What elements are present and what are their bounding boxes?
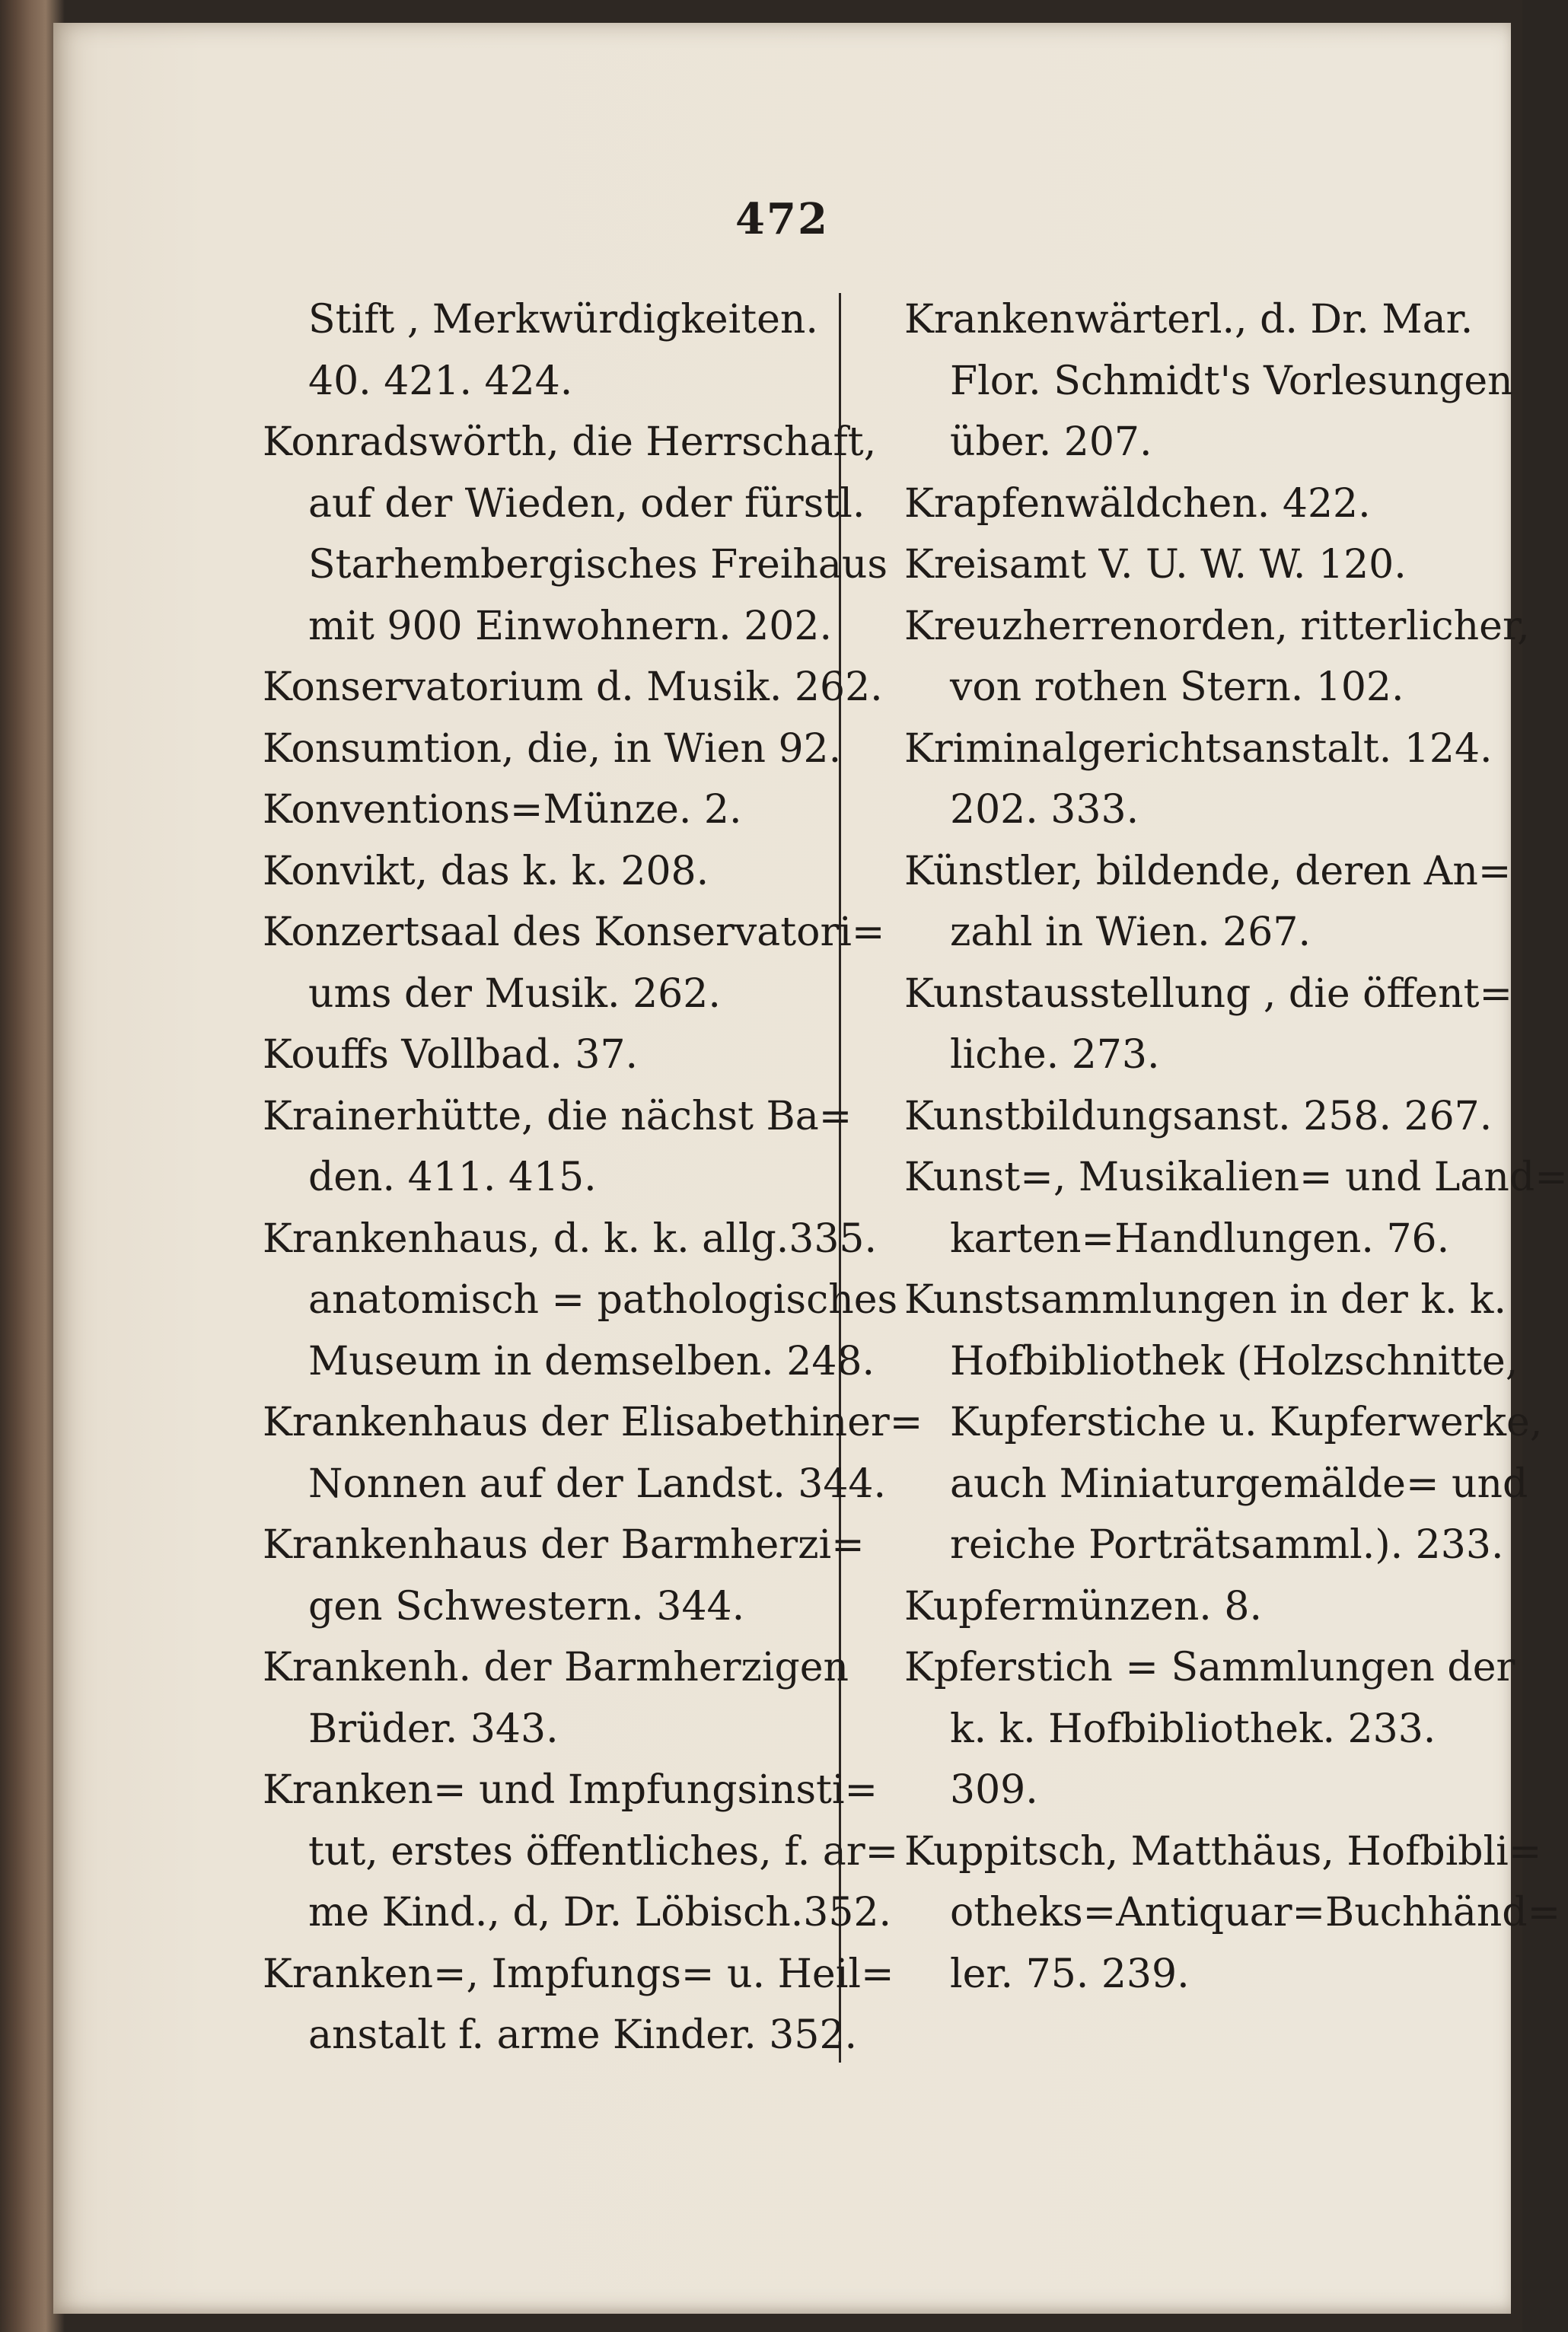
entry-line: Brüder. 343. [308,1706,559,1752]
entry-line: Stift , Merkwürdigkeiten. [308,297,818,342]
entry-line: Krankenwärterl., d. Dr. Mar. [904,297,1474,342]
entry-line: Kupfermünzen. 8. [904,1583,1262,1630]
entry-line: zahl in Wien. 267. [950,910,1311,955]
entry-line: Krainerhütte, die nächst Ba= [263,1093,853,1139]
index-entry [849,534,1473,596]
entry-line: tut, erstes öffentliches, f. ar= [308,1828,899,1875]
right-column [849,289,1568,2005]
entry-line: Kunstsammlungen in der k. k. [904,1277,1506,1323]
entry-line: auch Miniaturgemälde= und [950,1461,1528,1507]
entry-line: Kunstausstellung , die öffent= [904,970,1513,1017]
entry-line: 40. 421. 424. [308,358,573,404]
entry-line: den. 411. 415. [308,1155,597,1200]
index-entry [263,1086,894,1209]
index-entry [849,841,1512,964]
entry-line: Nonnen auf der Landst. 344. [308,1461,887,1507]
entry-line: ums der Musik. 262. [308,970,721,1017]
index-entry [849,1270,1543,1576]
index-entry [849,1821,1561,2005]
entry-line: Konzertsaal des Konservatori= [263,910,885,955]
entry-line: liche. 273. [950,1032,1160,1078]
entry-line: Hofbibliothek (Holzschnitte, [950,1338,1519,1384]
index-entry [849,596,1530,718]
entry-line: Kpferstich = Sammlungen der [904,1645,1515,1690]
index-entry [263,1392,923,1515]
index-entry [263,289,894,412]
entry-line: Kunst=, Musikalien= und Land= [904,1155,1568,1200]
entry-line: me Kind., d, Dr. Löbisch.352. [308,1890,892,1935]
entry-line: 309. [950,1767,1038,1813]
index-entry [849,1086,1493,1148]
entry-line: Kupferstiche u. Kupferwerke, [950,1400,1543,1445]
entry-line: Krankenh. der Barmherzigen [263,1645,849,1690]
entry-line: Museum in demselben. 248. [308,1338,875,1384]
entry-line: Starhembergisches Freihaus [308,542,888,588]
entry-line: auf der Wieden, oder fürstl. [308,480,865,527]
index-entry [263,902,894,1024]
index-entry [849,289,1513,473]
entry-line: Krankenhaus, d. k. k. allg.335. [263,1215,878,1262]
book-page [53,23,1568,2314]
entry-line: Kreuzherrenorden, ritterlicher, [904,603,1530,649]
index-entry [263,1209,898,1393]
index-entry [849,1147,1568,1270]
index-entry [263,841,894,903]
index-entry [849,1576,1473,1638]
entry-line: Konradswörth, die Herrschaft, [263,419,877,465]
entry-line: Konsumtion, die, in Wien 92. [263,725,842,772]
entry-line: Kunstbildungsanst. 258. 267. [904,1093,1493,1139]
entry-line: Kouffs Vollbad. 37. [263,1032,639,1078]
left-column [263,289,923,2066]
entry-line: Flor. Schmidt's Vorlesungen [950,358,1513,404]
index-entry [849,718,1493,841]
entry-line: Kranken=, Impfungs= u. Heil= [263,1951,894,1997]
index-entry [263,1944,894,2066]
entry-line: k. k. Hofbibliothek. 233. [950,1706,1436,1752]
entry-line: Krankenhaus der Barmherzi= [263,1522,865,1568]
page-number: 472 [735,194,829,244]
index-entry [263,779,894,841]
entry-line: 202. 333. [950,787,1139,833]
entry-line: gen Schwestern. 344. [308,1583,745,1630]
index-entry [849,964,1513,1086]
index-entry [849,473,1473,535]
entry-line: Krapfenwäldchen. 422. [904,480,1371,527]
entry-line: karten=Handlungen. 76. [950,1215,1450,1262]
entry-line: Kreisamt V. U. W. W. 120. [904,542,1407,588]
entry-line: von rothen Stern. 102. [950,664,1404,710]
index-entry [263,412,894,657]
entry-line: über. 207. [950,419,1152,465]
entry-line: Kriminalgerichtsanstalt. 124. [904,725,1493,772]
entry-line: otheks=Antiquar=Buchhänd= [950,1890,1561,1935]
entry-line: ler. 75. 239. [950,1951,1190,1997]
entry-line: Konvikt, das k. k. 208. [263,848,709,894]
entry-line: Krankenhaus der Elisabethiner= [263,1400,923,1445]
index-entry [263,1024,894,1086]
entry-line: Konventions=Münze. 2. [263,787,742,833]
index-entry [849,1637,1515,1821]
entry-line: anstalt f. arme Kinder. 352. [308,2012,858,2058]
index-entry [263,1515,894,1637]
index-entry [263,657,894,718]
entry-line: Kuppitsch, Matthäus, Hofbibli= [904,1828,1542,1875]
index-entry [263,718,894,780]
entry-line: reiche Porträtsamml.). 233. [950,1522,1504,1568]
index-entry [263,1760,899,1944]
entry-line: Künstler, bildende, deren An= [904,848,1512,894]
entry-line: anatomisch = pathologisches [308,1277,898,1323]
entry-line: mit 900 Einwohnern. 202. [308,603,832,649]
entry-line: Kranken= und Impfungsinsti= [263,1767,878,1813]
entry-line: Konservatorium d. Musik. 262. [263,664,883,710]
index-entry [263,1637,894,1760]
